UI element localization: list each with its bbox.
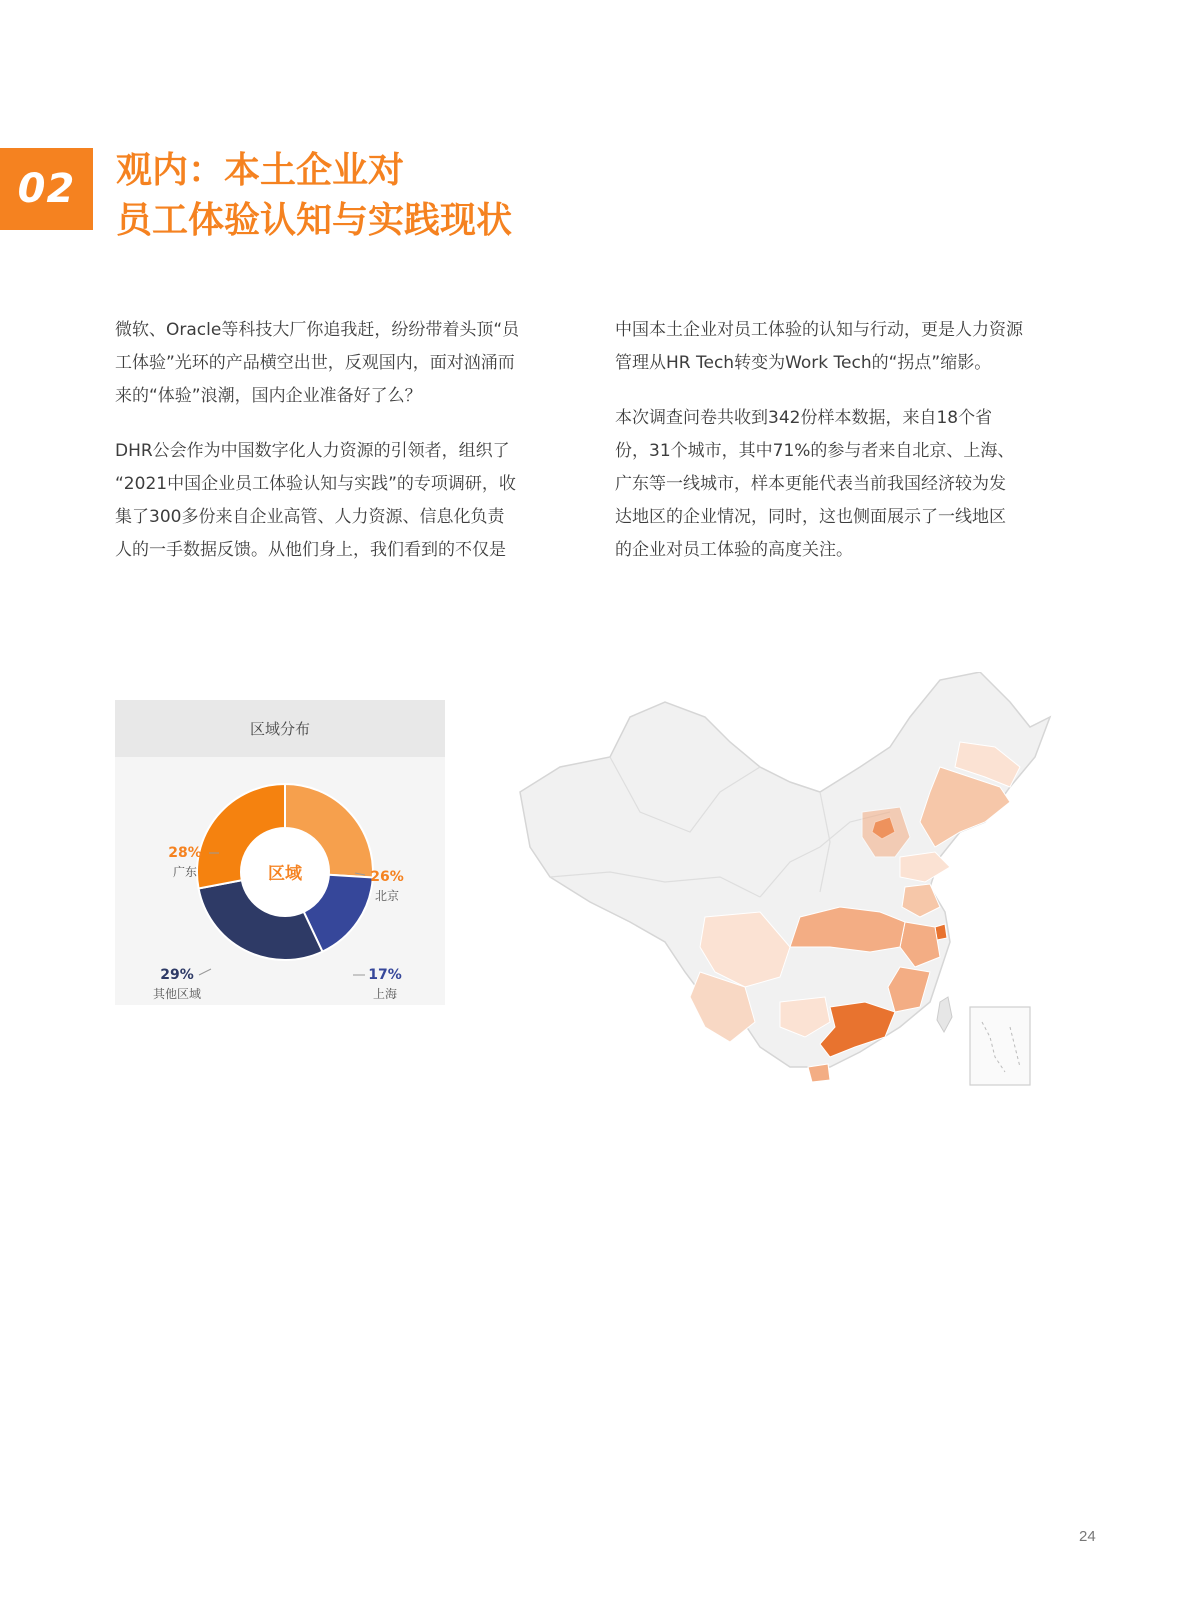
text-line: 集了300多份来自企业高管、人力资源、信息化负责	[115, 507, 505, 527]
text-line: 本次调查问卷共收到342份样本数据，来自18个省	[615, 408, 993, 428]
text-line: 管理从HR Tech转变为Work Tech的“拐点”缩影。	[615, 353, 992, 373]
text-line: 的企业对员工体验的高度关注。	[615, 540, 853, 560]
slice-value-label-other: 29%	[160, 967, 194, 983]
text-line: 广东等一线城市，样本更能代表当前我国经济较为发	[615, 474, 1006, 494]
text-line: 工体验”光环的产品横空出世，反观国内，面对汹涌而	[115, 353, 515, 373]
text-line: 微软、Oracle等科技大厂你追我赶，纷纷带着头顶“员	[115, 320, 520, 340]
slice-name-label-beijing: 北京	[374, 889, 400, 903]
text-line: “2021中国企业员工体验认知与实践”的专项调研，收	[115, 474, 516, 494]
map-region-taiwan	[937, 997, 952, 1032]
map-region-shandong	[900, 852, 950, 882]
donut-chart-svg	[115, 757, 445, 1005]
text-line: 人的一手数据反馈。从他们身上，我们看到的不仅是	[115, 540, 506, 560]
page-number: 24	[1079, 1528, 1096, 1545]
south-china-sea-inset	[970, 1007, 1030, 1085]
text-line: 中国本土企业对员工体验的认知与行动，更是人力资源	[615, 320, 1023, 340]
paragraph	[615, 314, 1075, 380]
map-region-hainan	[808, 1064, 830, 1082]
china-map-svg	[490, 672, 1070, 1112]
slice-name-label-other: 其他区域	[152, 987, 202, 1001]
donut-center-label: 区域	[268, 864, 302, 884]
leader-line-other	[199, 969, 211, 975]
section-title-line-1: 观内：本土企业对	[116, 150, 405, 191]
china-region-map	[490, 672, 1070, 1116]
text-line: 达地区的企业情况，同时，这也侧面展示了一线地区	[615, 507, 1006, 527]
section-title-line-2: 员工体验认知与实践现状	[116, 200, 513, 241]
slice-value-label-shanghai: 17%	[368, 967, 402, 983]
paragraph	[115, 435, 575, 567]
slice-value-label-beijing: 26%	[370, 869, 404, 885]
chart-header	[115, 700, 445, 757]
section-title	[116, 146, 716, 246]
slice-value-label-guangdong: 28%	[168, 845, 202, 861]
slice-name-label-guangdong: 广东	[172, 865, 198, 879]
paragraph	[615, 402, 1075, 567]
text-line: 份，31个城市，其中71%的参与者来自北京、上海、	[615, 441, 1015, 461]
region-distribution-chart	[115, 700, 445, 1005]
slice-name-label-shanghai: 上海	[372, 987, 398, 1001]
left-text-column	[115, 314, 575, 589]
chart-title: 区域分布	[249, 720, 310, 738]
section-number: 02	[17, 166, 76, 212]
paragraph	[115, 314, 575, 413]
text-line: 来的“体验”浪潮，国内企业准备好了么？	[115, 386, 422, 406]
right-text-column	[615, 314, 1075, 589]
text-line: DHR公会作为中国数字化人力资源的引领者，组织了	[115, 441, 510, 461]
section-number-badge	[0, 148, 93, 230]
